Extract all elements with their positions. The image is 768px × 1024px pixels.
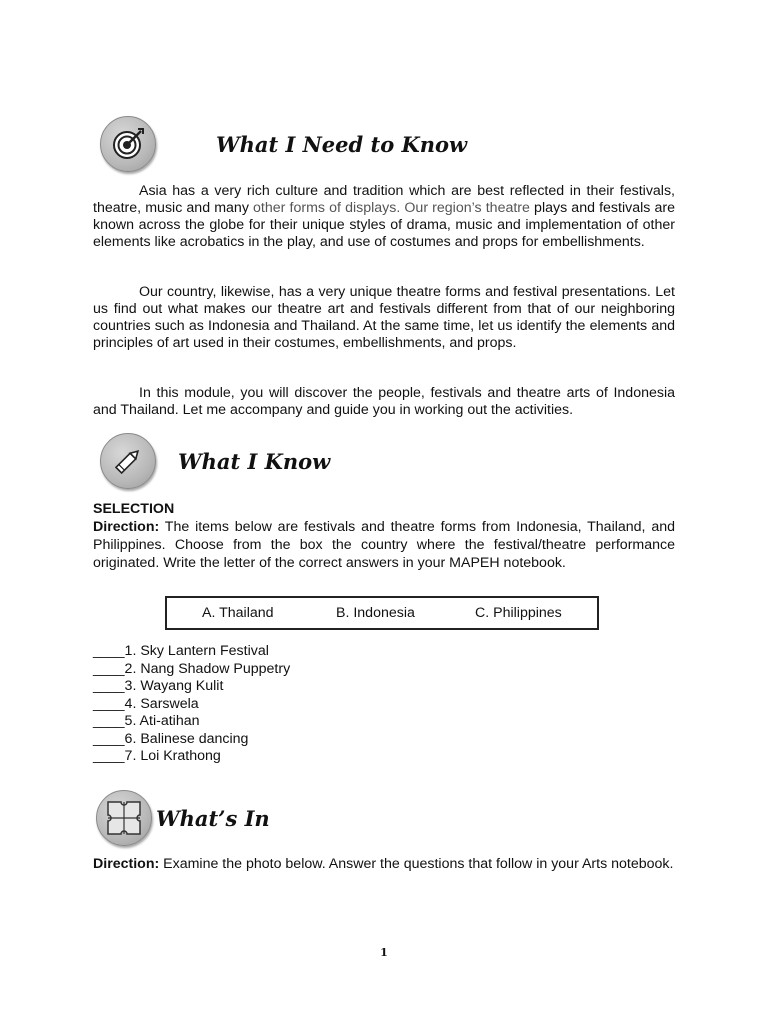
list-item: ____6. Balinese dancing xyxy=(93,730,249,747)
paragraph-direction-selection xyxy=(93,518,675,572)
selection-label-text: SELECTION xyxy=(93,501,175,517)
paragraph-direction-photo xyxy=(93,855,675,873)
selection-label xyxy=(93,501,675,518)
paragraph-module-text: In this module, you will discover the people, festivals and theatre arts of Indonesia and Thailand. Let me accompany and guide you in working out the activities. xyxy=(93,385,675,418)
direction-label-photo: Direction: xyxy=(93,856,160,872)
list-item: ____7. Loi Krathong xyxy=(93,748,221,764)
paragraph-intro-part-1: Asia has a very rich culture and tradition which are best reflected in their festivals, theatre, music and many xyxy=(93,183,675,216)
paragraph-module xyxy=(93,385,675,419)
choice-b: B. Indonesia xyxy=(336,605,415,621)
paragraph-intro-part-2: other forms of displays. Our region’s theatre xyxy=(253,200,530,216)
paragraph-country xyxy=(93,284,675,352)
heading-what-i-need-to-know: What I Need to Know xyxy=(216,131,468,157)
paragraph-intro xyxy=(93,183,675,251)
list-item: ____1. Sky Lantern Festival xyxy=(93,643,269,659)
choice-c: C. Philippines xyxy=(475,605,562,621)
choice-a: A. Thailand xyxy=(202,605,274,621)
direction-text: The items below are festivals and theatre forms from Indonesia, Thailand, and Philippines. Choose from the box the country where the festival/theatre performance originated. Write the letter of the correct answers in your MAPEH notebook. xyxy=(93,519,675,571)
direction-label: Direction: xyxy=(93,519,160,535)
heading-whats-in: What’s In xyxy=(156,805,270,831)
list-item: ____2. Nang Shadow Puppetry xyxy=(93,660,291,677)
target-icon xyxy=(100,116,156,172)
section-header-whats-in xyxy=(96,790,270,846)
heading-what-i-know: What I Know xyxy=(178,448,331,474)
pencil-icon xyxy=(100,433,156,489)
puzzle-icon xyxy=(96,790,152,846)
paragraph-country-text: Our country, likewise, has a very unique theatre forms and festival presentations. Let us find out what makes our theatre art and festivals different from that of our neighboring countries such as Indonesia and Thailand. At the same time, let us identify the elements and principles of art used in their costumes, embellishments, and props. xyxy=(93,284,675,351)
choices-box xyxy=(165,596,599,630)
list-item: ____3. Wayang Kulit xyxy=(93,678,224,694)
paragraph-intro-part-3: plays and festivals are known across the globe for their unique styles of drama, music and implementation of other elements like acrobatics in the play, and use of costumes and props for embellishments. xyxy=(93,200,675,250)
direction-text-photo: Examine the photo below. Answer the questions that follow in your Arts notebook. xyxy=(159,856,674,872)
list-item: ____5. Ati-atihan xyxy=(93,713,200,729)
section-header-need-to-know xyxy=(100,116,467,172)
section-header-what-i-know xyxy=(100,433,330,489)
question-list xyxy=(93,643,290,766)
list-item: ____4. Sarswela xyxy=(93,695,199,712)
page-number: 1 xyxy=(380,946,388,959)
